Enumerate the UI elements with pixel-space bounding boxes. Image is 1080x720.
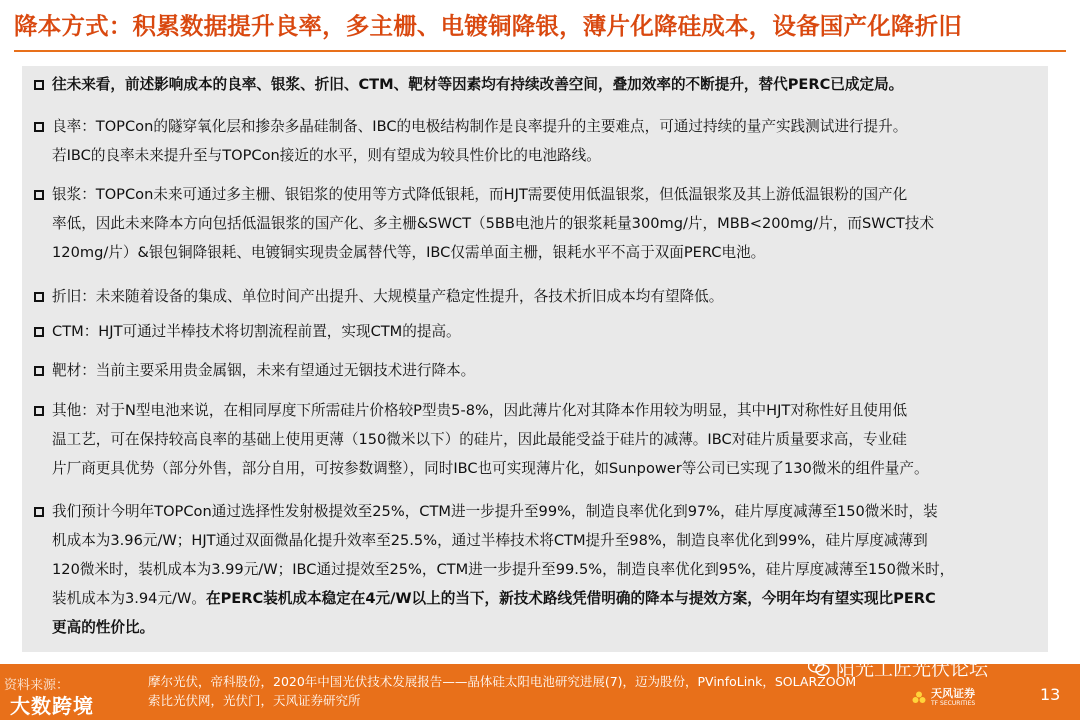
footer-source-line: 索比光伏网，光伏门，天风证券研究所 <box>148 693 361 708</box>
bullet-silver-paste <box>34 180 1038 267</box>
content-panel <box>22 66 1048 652</box>
footer-sources <box>30 672 857 710</box>
bullet-text: 率低，因此未来降本方向包括低温银浆的国产化、多主栅&SWCT（5BB电池片的银浆耗量300mg/片，MBB<200mg/片，而SWCT技术 <box>52 215 934 232</box>
bullet-ctm <box>34 317 1038 346</box>
title-divider <box>14 50 1066 52</box>
bullet-depreciation <box>34 282 1038 311</box>
bullet-text: 折旧：未来随着设备的集成、单位时间产出提升、大规模量产稳定性提升，各技术折旧成本均有望降低。 <box>52 288 724 305</box>
bullet-text: 若IBC的良率未来提升至与TOPCon接近的水平，则有望成为较具性价比的电池路线。 <box>52 147 601 164</box>
footer-source-line: 摩尔光伏，帝科股份，2020年中国光伏技术发展报告——晶体硅太阳电池研究进展(7)，迈为股份，PVinfoLink，SOLARZOOM <box>148 674 857 689</box>
logo-subtext: TF SECURITIES <box>931 700 976 707</box>
bullet-text: 良率：TOPCon的隧穿氧化层和掺杂多晶硅制备、IBC的电极结构制作是良率提升的主要难点，可通过持续的量产实践测试进行提升。 <box>52 118 908 135</box>
checkbox-bullet-icon <box>34 366 44 376</box>
footer-source-label: 资料来源： <box>4 678 70 693</box>
bullet-text: 机成本为3.96元/W；HJT通过双面微晶化提升效率至25.5%，通过半棒技术将CTM提升至98%，制造良率优化到99%，硅片厚度减薄到 <box>52 532 928 549</box>
bullet-text: 其他：对于N型电池来说，在相同厚度下所需硅片价格较P型贵5-8%，因此薄片化对其降本作用较为明显，其中HJT对称性好且使用低 <box>52 402 908 419</box>
wechat-icon <box>808 659 830 677</box>
bullet-conclusion-text: 在PERC装机成本稳定在4元/W以上的当下，新技术路线凭借明确的降本与提效方案，今明年均有望实现比PERC <box>206 590 936 607</box>
bullet-text: 往未来看，前述影响成本的良率、银浆、折旧、CTM、靶材等因素均有持续改善空间，叠加效率的不断提升，替代PERC已成定局。 <box>52 76 904 93</box>
checkbox-bullet-icon <box>34 122 44 132</box>
bullet-target-material <box>34 356 1038 385</box>
logo-text: 天风证券 <box>931 687 975 700</box>
bullet-text: 片厂商更具优势（部分外售，部分自用，可按参数调整），同时IBC也可实现薄片化，如Sunpower等公司已实现了130微米的组件量产。 <box>52 460 929 477</box>
wechat-watermark-text: 阳光工匠光伏论坛 <box>836 658 989 680</box>
page-number: 13 <box>1040 685 1061 704</box>
checkbox-bullet-icon <box>34 406 44 416</box>
brand-watermark: 大数跨境 <box>10 694 94 718</box>
bullet-other <box>34 396 1038 483</box>
slide-title: 降本方式：积累数据提升良率，多主栅、电镀铜降银，薄片化降硅成本，设备国产化降折旧 <box>14 12 962 40</box>
bullet-yield <box>34 112 1038 170</box>
checkbox-bullet-icon <box>34 190 44 200</box>
wechat-watermark <box>808 654 988 681</box>
checkbox-bullet-icon <box>34 80 44 90</box>
bullet-text: 靶材：当前主要采用贵金属铟，未来有望通过无铟技术进行降本。 <box>52 362 476 379</box>
checkbox-bullet-icon <box>34 327 44 337</box>
bullet-text: 银浆：TOPCon未来可通过多主栅、银铝浆的使用等方式降低银耗，而HJT需要使用低温银浆，但低温银浆及其上游低温银粉的国产化 <box>52 186 908 203</box>
bullet-text: 我们预计今明年TOPCon通过选择性发射极提效至25%，CTM进一步提升至99%，制造良率优化到97%，硅片厚度减薄至150微米时，装 <box>52 503 938 520</box>
bullet-text: 装机成本为3.94元/W。 <box>52 590 206 607</box>
bullet-conclusion-text: 更高的性价比。 <box>52 619 155 636</box>
bullet-forecast <box>34 497 1038 642</box>
bullet-text: 120mg/片）&银包铜降银耗、电镀铜实现贵金属替代等，IBC仅需单面主栅，银耗水平不高于双面PERC电池。 <box>52 244 766 261</box>
logo-flower-icon <box>912 691 926 705</box>
bullet-text: 120微米时，装机成本为3.99元/W；IBC通过提效至25%，CTM进一步提升至99.5%，制造良率优化到95%，硅片厚度减薄至150微米时， <box>52 561 955 578</box>
bullet-text: 温工艺，可在保持较高良率的基础上使用更薄（150微米以下）的硅片，因此最能受益于硅片的减薄。IBC对硅片质量要求高，专业硅 <box>52 431 907 448</box>
tf-securities-logo <box>912 688 975 707</box>
checkbox-bullet-icon <box>34 507 44 517</box>
bullet-text: CTM：HJT可通过半棒技术将切割流程前置，实现CTM的提高。 <box>52 323 461 340</box>
bullet-outlook <box>34 70 1038 99</box>
checkbox-bullet-icon <box>34 292 44 302</box>
